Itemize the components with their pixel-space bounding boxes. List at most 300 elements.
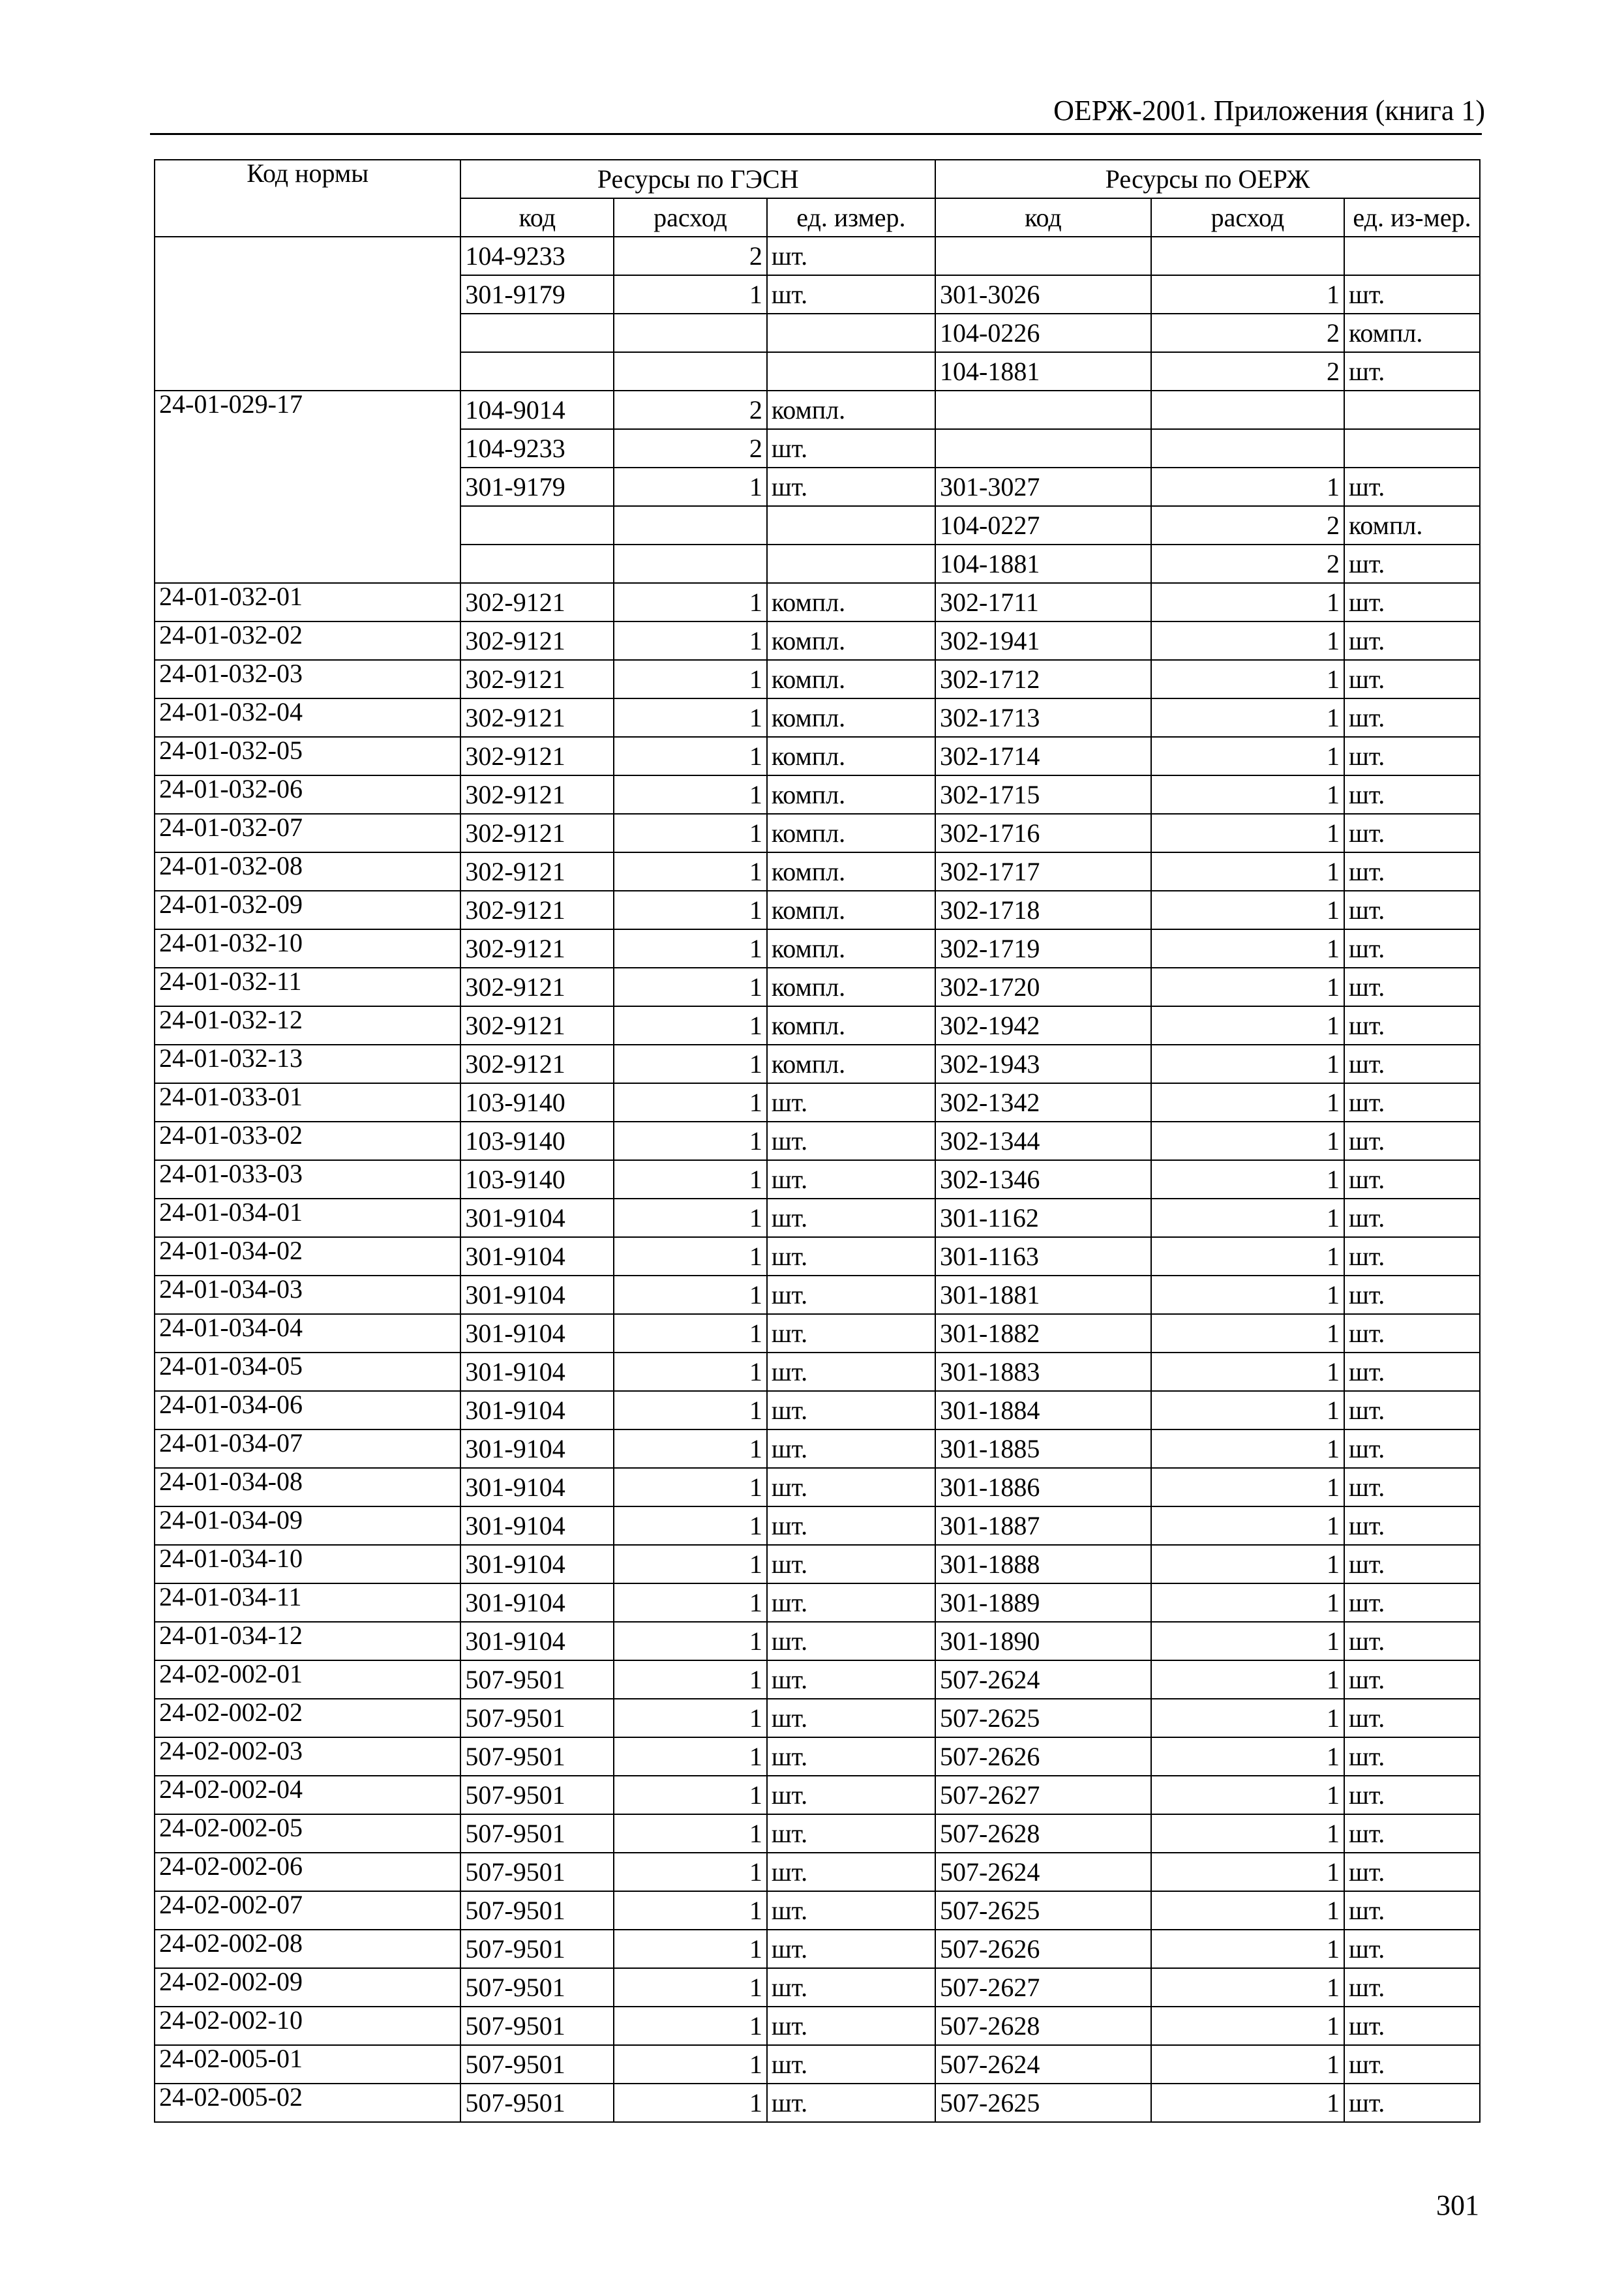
gesn-code-cell: 301-9104 [460, 1276, 614, 1314]
norm-code-cell: 24-01-033-02 [155, 1122, 460, 1160]
oerzh-amount-cell: 1 [1151, 1006, 1344, 1045]
gesn-unit-cell: компл. [767, 1045, 935, 1083]
oerzh-code-cell: 507-2628 [935, 2007, 1151, 2045]
table-row [155, 237, 1480, 275]
oerzh-unit-cell: шт. [1344, 1660, 1480, 1699]
gesn-amount-cell: 1 [614, 1660, 767, 1699]
gesn-code-cell: 301-9104 [460, 1622, 614, 1660]
gesn-amount-header: расход [614, 198, 767, 237]
norm-code-cell [155, 237, 460, 391]
oerzh-code-cell: 302-1713 [935, 698, 1151, 737]
oerzh-amount-cell: 1 [1151, 891, 1344, 929]
oerzh-code-cell: 302-1718 [935, 891, 1151, 929]
table-row [155, 1353, 1480, 1391]
gesn-code-header: код [460, 198, 614, 237]
oerzh-unit-cell: шт. [1344, 1506, 1480, 1545]
table-row [155, 1891, 1480, 1930]
table-row [155, 1814, 1480, 1853]
table-row [155, 1968, 1480, 2007]
table-row [155, 2045, 1480, 2084]
gesn-code-cell: 103-9140 [460, 1083, 614, 1122]
oerzh-code-cell: 301-3026 [935, 275, 1151, 314]
gesn-code-cell: 301-9179 [460, 275, 614, 314]
oerzh-amount-header: расход [1151, 198, 1344, 237]
norm-code-cell: 24-01-032-04 [155, 698, 460, 737]
table-row [155, 1622, 1480, 1660]
oerzh-amount-cell: 1 [1151, 1930, 1344, 1968]
norm-code-cell: 24-02-002-08 [155, 1930, 460, 1968]
oerzh-amount-cell: 2 [1151, 545, 1344, 583]
oerzh-code-cell: 301-1890 [935, 1622, 1151, 1660]
gesn-code-cell: 302-9121 [460, 775, 614, 814]
oerzh-amount-cell: 1 [1151, 1122, 1344, 1160]
gesn-unit-cell: шт. [767, 2007, 935, 2045]
gesn-amount-cell: 1 [614, 2045, 767, 2084]
gesn-unit-cell: компл. [767, 698, 935, 737]
oerzh-amount-cell: 1 [1151, 1160, 1344, 1199]
oerzh-amount-cell: 1 [1151, 1045, 1344, 1083]
oerzh-unit-cell: шт. [1344, 1429, 1480, 1468]
gesn-code-cell: 507-9501 [460, 1968, 614, 2007]
oerzh-unit-cell: шт. [1344, 1814, 1480, 1853]
oerzh-amount-cell: 1 [1151, 1622, 1344, 1660]
table-row [155, 891, 1480, 929]
oerzh-unit-cell: шт. [1344, 1276, 1480, 1314]
table-row [155, 1276, 1480, 1314]
gesn-unit-cell: шт. [767, 1199, 935, 1237]
oerzh-code-cell: 301-1162 [935, 1199, 1151, 1237]
gesn-amount-cell: 1 [614, 737, 767, 775]
table-row [155, 660, 1480, 698]
oerzh-code-cell: 302-1720 [935, 968, 1151, 1006]
oerzh-amount-cell: 1 [1151, 929, 1344, 968]
oerzh-unit-header: ед. из-мер. [1344, 198, 1480, 237]
oerzh-code-cell: 104-1881 [935, 352, 1151, 391]
norm-code-cell: 24-02-005-02 [155, 2084, 460, 2122]
gesn-amount-cell: 1 [614, 1429, 767, 1468]
oerzh-amount-cell: 1 [1151, 660, 1344, 698]
oerzh-code-cell: 104-1881 [935, 545, 1151, 583]
gesn-unit-cell: шт. [767, 1930, 935, 1968]
oerzh-unit-cell: шт. [1344, 1045, 1480, 1083]
gesn-amount-cell: 1 [614, 775, 767, 814]
oerzh-amount-cell: 1 [1151, 814, 1344, 852]
oerzh-code-cell: 301-1885 [935, 1429, 1151, 1468]
gesn-amount-cell: 1 [614, 1353, 767, 1391]
gesn-amount-cell: 1 [614, 1276, 767, 1314]
gesn-amount-cell: 1 [614, 1468, 767, 1506]
gesn-code-cell: 103-9140 [460, 1160, 614, 1199]
gesn-unit-cell: шт. [767, 2045, 935, 2084]
gesn-code-cell [460, 506, 614, 545]
norm-code-cell: 24-01-033-01 [155, 1083, 460, 1122]
gesn-code-cell: 302-9121 [460, 660, 614, 698]
oerzh-unit-cell: компл. [1344, 506, 1480, 545]
oerzh-code-cell: 301-3027 [935, 468, 1151, 506]
oerzh-code-cell: 507-2624 [935, 1660, 1151, 1699]
gesn-unit-cell [767, 314, 935, 352]
gesn-amount-cell [614, 314, 767, 352]
oerzh-amount-cell: 1 [1151, 1660, 1344, 1699]
gesn-amount-cell: 1 [614, 891, 767, 929]
table-row [155, 621, 1480, 660]
table-row [155, 1776, 1480, 1814]
header-rule [150, 133, 1482, 135]
oerzh-code-cell: 507-2625 [935, 2084, 1151, 2122]
table-row [155, 775, 1480, 814]
gesn-unit-cell: шт. [767, 1737, 935, 1776]
oerzh-amount-cell: 1 [1151, 468, 1344, 506]
oerzh-code-cell [935, 391, 1151, 429]
oerzh-unit-cell: шт. [1344, 852, 1480, 891]
oerzh-code-cell: 104-0227 [935, 506, 1151, 545]
oerzh-code-cell: 301-1884 [935, 1391, 1151, 1429]
oerzh-amount-cell: 1 [1151, 775, 1344, 814]
gesn-amount-cell: 1 [614, 2007, 767, 2045]
norm-code-cell: 24-01-032-01 [155, 583, 460, 621]
oerzh-unit-cell: шт. [1344, 814, 1480, 852]
oerzh-amount-cell: 1 [1151, 275, 1344, 314]
oerzh-code-cell: 302-1719 [935, 929, 1151, 968]
norm-code-cell: 24-02-002-07 [155, 1891, 460, 1930]
oerzh-amount-cell: 1 [1151, 1891, 1344, 1930]
gesn-code-cell: 302-9121 [460, 968, 614, 1006]
oerzh-code-cell: 507-2624 [935, 1853, 1151, 1891]
gesn-amount-cell: 1 [614, 1968, 767, 2007]
gesn-unit-cell: шт. [767, 1083, 935, 1122]
oerzh-amount-cell: 1 [1151, 2007, 1344, 2045]
oerzh-amount-cell: 1 [1151, 1853, 1344, 1891]
oerzh-code-cell: 301-1883 [935, 1353, 1151, 1391]
oerzh-code-cell: 302-1346 [935, 1160, 1151, 1199]
oerzh-amount-cell: 1 [1151, 852, 1344, 891]
gesn-code-cell: 301-9104 [460, 1468, 614, 1506]
oerzh-unit-cell [1344, 429, 1480, 468]
oerzh-unit-cell: шт. [1344, 468, 1480, 506]
oerzh-unit-cell: шт. [1344, 1160, 1480, 1199]
oerzh-code-cell: 302-1344 [935, 1122, 1151, 1160]
oerzh-code-cell: 302-1342 [935, 1083, 1151, 1122]
gesn-amount-cell: 1 [614, 468, 767, 506]
oerzh-amount-cell: 1 [1151, 1429, 1344, 1468]
oerzh-unit-cell: шт. [1344, 1122, 1480, 1160]
table-row [155, 1314, 1480, 1353]
gesn-amount-cell: 1 [614, 1160, 767, 1199]
gesn-unit-cell: компл. [767, 929, 935, 968]
oerzh-amount-cell: 1 [1151, 583, 1344, 621]
gesn-code-cell: 301-9179 [460, 468, 614, 506]
oerzh-code-cell: 302-1942 [935, 1006, 1151, 1045]
gesn-unit-cell: шт. [767, 1891, 935, 1930]
gesn-code-cell: 301-9104 [460, 1314, 614, 1353]
gesn-code-cell: 507-9501 [460, 1853, 614, 1891]
gesn-amount-cell [614, 352, 767, 391]
gesn-amount-cell [614, 545, 767, 583]
table-row [155, 1006, 1480, 1045]
oerzh-amount-cell: 1 [1151, 1968, 1344, 2007]
oerzh-unit-cell: шт. [1344, 2084, 1480, 2122]
gesn-unit-cell: шт. [767, 468, 935, 506]
norm-code-cell: 24-01-034-12 [155, 1622, 460, 1660]
gesn-amount-cell: 1 [614, 1122, 767, 1160]
oerzh-amount-cell: 1 [1151, 2045, 1344, 2084]
oerzh-amount-cell: 1 [1151, 737, 1344, 775]
table-row [155, 1545, 1480, 1583]
oerzh-unit-cell: шт. [1344, 1968, 1480, 2007]
gesn-unit-cell: компл. [767, 660, 935, 698]
gesn-code-cell: 302-9121 [460, 929, 614, 968]
oerzh-code-cell: 301-1889 [935, 1583, 1151, 1622]
oerzh-unit-cell [1344, 391, 1480, 429]
oerzh-amount-cell: 1 [1151, 1776, 1344, 1814]
oerzh-unit-cell: шт. [1344, 1353, 1480, 1391]
table-row [155, 391, 1480, 429]
gesn-code-cell: 507-9501 [460, 2007, 614, 2045]
norm-code-cell: 24-01-034-07 [155, 1429, 460, 1468]
oerzh-code-cell: 302-1943 [935, 1045, 1151, 1083]
gesn-amount-cell: 1 [614, 814, 767, 852]
gesn-resources-header: Ресурсы по ГЭСН [460, 160, 935, 198]
oerzh-unit-cell: шт. [1344, 1891, 1480, 1930]
oerzh-unit-cell: шт. [1344, 352, 1480, 391]
gesn-code-cell: 302-9121 [460, 621, 614, 660]
norm-code-cell: 24-01-034-04 [155, 1314, 460, 1353]
oerzh-unit-cell [1344, 237, 1480, 275]
gesn-unit-cell: шт. [767, 1468, 935, 1506]
oerzh-unit-cell: шт. [1344, 2045, 1480, 2084]
gesn-amount-cell: 1 [614, 1699, 767, 1737]
oerzh-amount-cell: 2 [1151, 506, 1344, 545]
oerzh-unit-cell: шт. [1344, 275, 1480, 314]
oerzh-unit-cell: шт. [1344, 775, 1480, 814]
oerzh-unit-cell: шт. [1344, 621, 1480, 660]
gesn-code-cell: 302-9121 [460, 891, 614, 929]
table-row [155, 1391, 1480, 1429]
table-row [155, 1237, 1480, 1276]
gesn-code-cell: 301-9104 [460, 1237, 614, 1276]
table-row [155, 1468, 1480, 1506]
oerzh-unit-cell: шт. [1344, 545, 1480, 583]
gesn-unit-cell [767, 352, 935, 391]
oerzh-unit-cell: шт. [1344, 698, 1480, 737]
oerzh-code-cell: 302-1711 [935, 583, 1151, 621]
oerzh-amount-cell [1151, 429, 1344, 468]
gesn-amount-cell: 1 [614, 1083, 767, 1122]
gesn-amount-cell: 1 [614, 929, 767, 968]
gesn-unit-cell: компл. [767, 737, 935, 775]
oerzh-unit-cell: шт. [1344, 1545, 1480, 1583]
table-row [155, 1122, 1480, 1160]
oerzh-amount-cell: 1 [1151, 1583, 1344, 1622]
oerzh-code-cell: 301-1886 [935, 1468, 1151, 1506]
oerzh-unit-cell: компл. [1344, 314, 1480, 352]
norm-code-cell: 24-01-032-12 [155, 1006, 460, 1045]
gesn-unit-cell: шт. [767, 1968, 935, 2007]
gesn-amount-cell: 1 [614, 1622, 767, 1660]
oerzh-code-cell: 507-2627 [935, 1776, 1151, 1814]
table-row [155, 1660, 1480, 1699]
gesn-unit-cell: шт. [767, 1853, 935, 1891]
oerzh-amount-cell: 2 [1151, 352, 1344, 391]
gesn-amount-cell: 2 [614, 237, 767, 275]
table-row [155, 1160, 1480, 1199]
gesn-amount-cell: 1 [614, 621, 767, 660]
gesn-unit-cell: шт. [767, 1353, 935, 1391]
oerzh-amount-cell: 1 [1151, 1276, 1344, 1314]
gesn-unit-cell: шт. [767, 1160, 935, 1199]
oerzh-code-cell: 507-2625 [935, 1891, 1151, 1930]
gesn-code-cell: 302-9121 [460, 852, 614, 891]
gesn-unit-cell: шт. [767, 429, 935, 468]
gesn-unit-cell: шт. [767, 1429, 935, 1468]
table-row [155, 1045, 1480, 1083]
oerzh-amount-cell: 1 [1151, 1699, 1344, 1737]
oerzh-code-cell: 507-2628 [935, 1814, 1151, 1853]
oerzh-code-cell: 507-2626 [935, 1737, 1151, 1776]
gesn-unit-cell: шт. [767, 1583, 935, 1622]
gesn-code-cell: 103-9140 [460, 1122, 614, 1160]
norm-code-cell: 24-01-034-08 [155, 1468, 460, 1506]
table-row [155, 1429, 1480, 1468]
gesn-amount-cell: 1 [614, 1506, 767, 1545]
gesn-amount-cell: 1 [614, 1199, 767, 1237]
gesn-unit-cell: компл. [767, 621, 935, 660]
gesn-code-cell: 507-9501 [460, 1699, 614, 1737]
oerzh-amount-cell: 1 [1151, 1083, 1344, 1122]
oerzh-unit-cell: шт. [1344, 1199, 1480, 1237]
oerzh-unit-cell: шт. [1344, 1853, 1480, 1891]
table-row [155, 968, 1480, 1006]
page-header-title: ОЕРЖ-2001. Приложения (книга 1) [1053, 95, 1485, 127]
gesn-code-cell: 507-9501 [460, 1737, 614, 1776]
gesn-code-cell: 302-9121 [460, 698, 614, 737]
gesn-code-cell: 507-9501 [460, 2045, 614, 2084]
gesn-unit-cell: шт. [767, 1122, 935, 1160]
oerzh-code-cell: 507-2624 [935, 2045, 1151, 2084]
oerzh-unit-cell: шт. [1344, 2007, 1480, 2045]
norm-code-cell: 24-01-029-17 [155, 391, 460, 583]
oerzh-amount-cell: 1 [1151, 1468, 1344, 1506]
norm-code-cell: 24-02-002-05 [155, 1814, 460, 1853]
gesn-code-cell: 302-9121 [460, 1006, 614, 1045]
oerzh-unit-cell: шт. [1344, 929, 1480, 968]
oerzh-unit-cell: шт. [1344, 1930, 1480, 1968]
oerzh-amount-cell [1151, 391, 1344, 429]
oerzh-code-cell: 507-2626 [935, 1930, 1151, 1968]
gesn-amount-cell [614, 506, 767, 545]
norm-code-cell: 24-01-032-11 [155, 968, 460, 1006]
gesn-code-cell: 302-9121 [460, 737, 614, 775]
oerzh-code-cell [935, 429, 1151, 468]
gesn-unit-cell [767, 545, 935, 583]
norm-code-cell: 24-01-034-10 [155, 1545, 460, 1583]
gesn-unit-cell: компл. [767, 814, 935, 852]
table-row [155, 1853, 1480, 1891]
norm-code-cell: 24-01-032-03 [155, 660, 460, 698]
table-row [155, 1930, 1480, 1968]
gesn-code-cell: 507-9501 [460, 1930, 614, 1968]
oerzh-amount-cell: 1 [1151, 1737, 1344, 1776]
gesn-unit-cell: шт. [767, 237, 935, 275]
oerzh-amount-cell: 1 [1151, 1814, 1344, 1853]
gesn-unit-cell: шт. [767, 1545, 935, 1583]
gesn-code-cell: 507-9501 [460, 2084, 614, 2122]
gesn-code-cell: 302-9121 [460, 1045, 614, 1083]
gesn-unit-cell: компл. [767, 852, 935, 891]
table-row [155, 698, 1480, 737]
table-row [155, 1699, 1480, 1737]
norm-code-cell: 24-02-002-02 [155, 1699, 460, 1737]
table-row [155, 1583, 1480, 1622]
oerzh-code-cell: 507-2627 [935, 1968, 1151, 2007]
gesn-code-cell: 104-9233 [460, 237, 614, 275]
gesn-amount-cell: 1 [614, 1045, 767, 1083]
oerzh-amount-cell: 1 [1151, 2084, 1344, 2122]
gesn-code-cell: 302-9121 [460, 814, 614, 852]
table-row [155, 1737, 1480, 1776]
gesn-unit-cell: компл. [767, 391, 935, 429]
gesn-unit-cell: шт. [767, 275, 935, 314]
gesn-unit-cell: шт. [767, 1699, 935, 1737]
gesn-amount-cell: 2 [614, 429, 767, 468]
gesn-unit-header: ед. измер. [767, 198, 935, 237]
gesn-code-cell: 507-9501 [460, 1660, 614, 1699]
oerzh-code-cell: 301-1881 [935, 1276, 1151, 1314]
oerzh-code-cell: 507-2625 [935, 1699, 1151, 1737]
table-row [155, 929, 1480, 968]
norm-code-cell: 24-01-032-06 [155, 775, 460, 814]
table-row [155, 737, 1480, 775]
norm-code-cell: 24-01-034-09 [155, 1506, 460, 1545]
norm-code-cell: 24-01-034-01 [155, 1199, 460, 1237]
gesn-amount-cell: 1 [614, 1814, 767, 1853]
oerzh-code-cell: 302-1716 [935, 814, 1151, 852]
gesn-unit-cell: компл. [767, 891, 935, 929]
gesn-unit-cell: шт. [767, 2084, 935, 2122]
gesn-amount-cell: 1 [614, 1391, 767, 1429]
gesn-unit-cell: шт. [767, 1660, 935, 1699]
gesn-unit-cell: компл. [767, 1006, 935, 1045]
gesn-amount-cell: 1 [614, 1583, 767, 1622]
norm-code-cell: 24-01-032-05 [155, 737, 460, 775]
gesn-code-cell: 301-9104 [460, 1353, 614, 1391]
oerzh-unit-cell: шт. [1344, 891, 1480, 929]
table-row [155, 1506, 1480, 1545]
gesn-code-cell: 104-9233 [460, 429, 614, 468]
norm-code-cell: 24-01-034-03 [155, 1276, 460, 1314]
gesn-amount-cell: 2 [614, 391, 767, 429]
oerzh-unit-cell: шт. [1344, 1314, 1480, 1353]
oerzh-code-cell: 302-1712 [935, 660, 1151, 698]
norm-code-cell: 24-02-002-01 [155, 1660, 460, 1699]
oerzh-unit-cell: шт. [1344, 1391, 1480, 1429]
oerzh-code-cell [935, 237, 1151, 275]
gesn-amount-cell: 1 [614, 275, 767, 314]
norm-code-cell: 24-01-032-10 [155, 929, 460, 968]
gesn-unit-cell: шт. [767, 1276, 935, 1314]
oerzh-code-cell: 301-1888 [935, 1545, 1151, 1583]
gesn-amount-cell: 1 [614, 1776, 767, 1814]
table-row [155, 2007, 1480, 2045]
gesn-unit-cell: компл. [767, 775, 935, 814]
oerzh-unit-cell: шт. [1344, 1622, 1480, 1660]
gesn-amount-cell: 1 [614, 660, 767, 698]
oerzh-code-cell: 301-1163 [935, 1237, 1151, 1276]
gesn-code-cell: 301-9104 [460, 1545, 614, 1583]
oerzh-amount-cell: 1 [1151, 968, 1344, 1006]
oerzh-amount-cell: 1 [1151, 1353, 1344, 1391]
table-row [155, 583, 1480, 621]
